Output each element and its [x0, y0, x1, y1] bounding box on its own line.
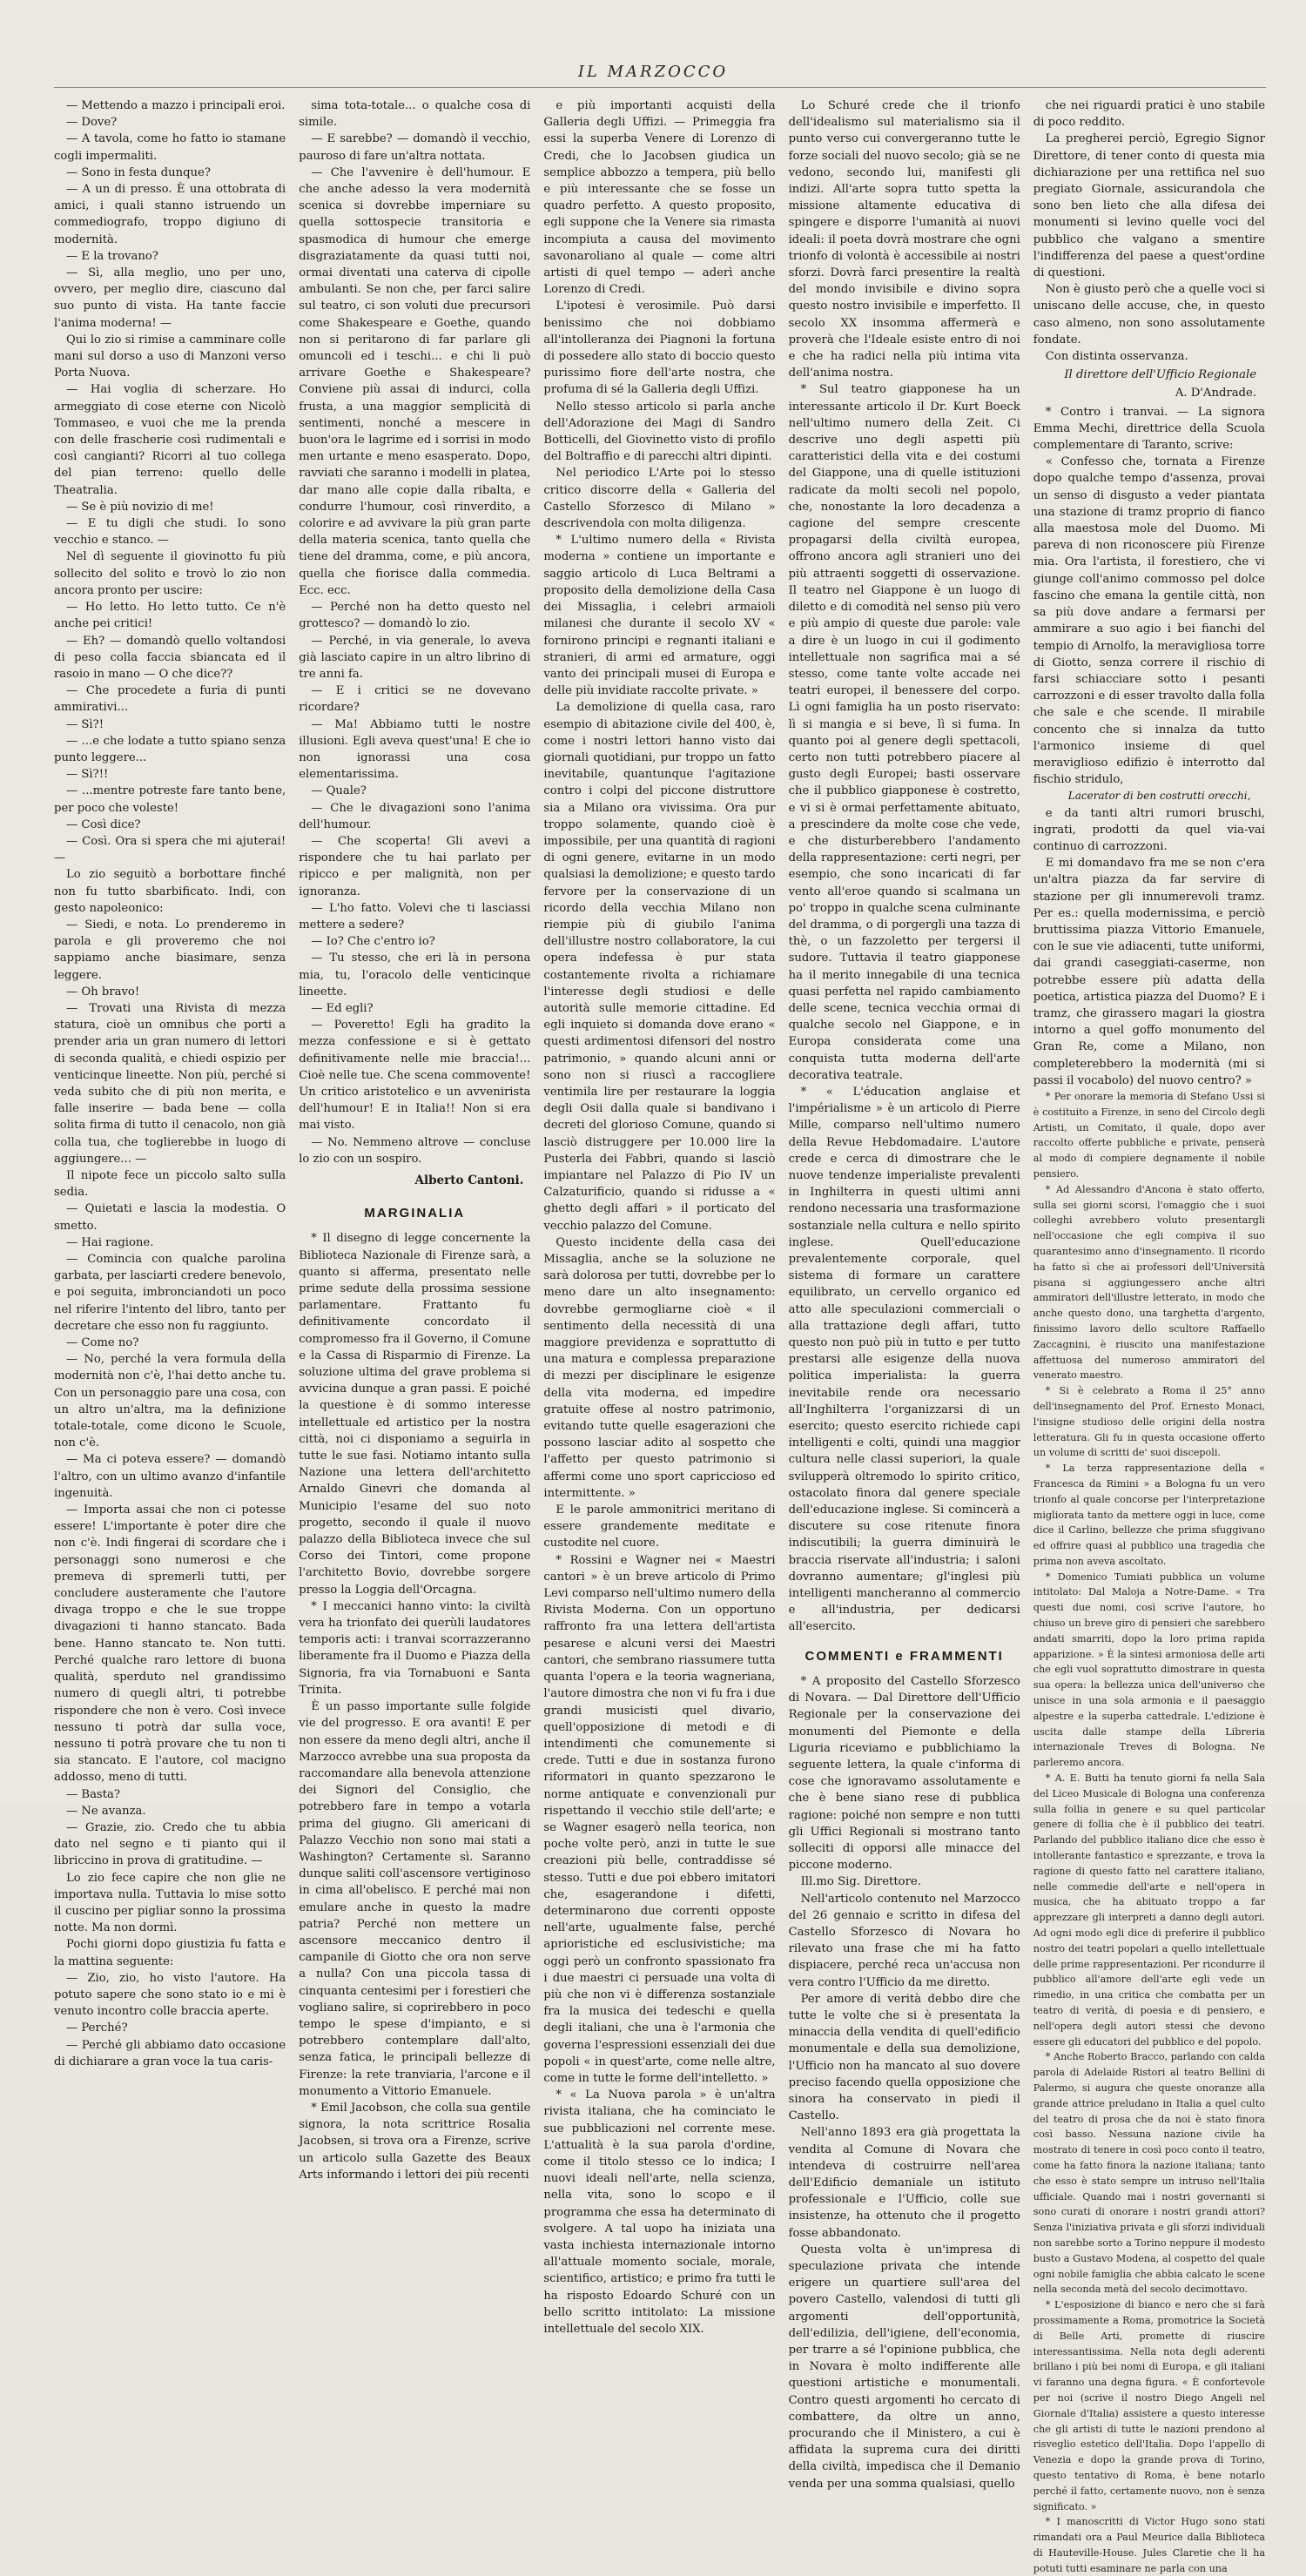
- column-2-text: [299, 98, 530, 1167]
- paragraph: — E sarebbe? — domandò il vecchio, pauroso di fare un'altra nottata.: [299, 132, 531, 163]
- paragraph: — Perché?: [66, 2021, 128, 2035]
- paragraph: — Dove?: [66, 116, 118, 130]
- marginalia-title: MARGINALIA: [364, 1206, 466, 1221]
- news-brief: * A. E. Butti ha tenuto giorni fa nella Sala del Liceo Musicale di Bologna una conferenza sulla follia in genere e su quel particolar genere di follia che è il pubblico dei teatri. Parlando del pubblico italiano dice che esso è intollerante fantastico e sprezzante, e trova la ragione di questo fatto nel carattere italiano, nelle commedie dell'arte e nell'opera in musica, che ha abituato troppo a far apprezzare gli interpreti a danno degli autori. Ad ogni modo egli dice di preferire il pubblico nostro dei teatri popolari a quello intellettuale delle prime rappresentazioni. Per ricondurre il pubblico all'amore dell'arte egli vede un rimedio, in una critica che combatta per un teatro di verità, di poesia e di pensiero, e nell'opera degli autori stessi che devono essere gli educatori del pubblico e del popolo.: [1033, 1772, 1265, 2048]
- paragraph: e da tanti altri rumori bruschi, ingrati, prodotti da quel via-vai continuo di carrozzoni.: [1033, 806, 1265, 853]
- paragraph: Nel periodico L'Arte poi lo stesso critico discorre della « Galleria del Castello Sforzesco di Milano » descrivendola con molta diligenza.: [543, 467, 776, 531]
- paragraph: — Hai voglia di scherzare. Ho armeggiato di cose eterne con Nicolò Tommaseo, e vuoi che me la prenda con delle frascherie così rudimentali e così cangianti? Ricorri al tuo collega del pian terreno: quello delle Theatralia.: [54, 383, 286, 497]
- column-1: [54, 98, 286, 2576]
- paragraph: * « L'éducation anglaise et l'impérialisme » è un articolo di Pierre Mille, comparso nell'ultimo numero della Revue Hebdomadaire. L'autore crede e cerca di dimostrare che le nuove tendenze imperialiste prevalenti in Inghilterra in questi ultimi anni rendono necessaria una trasformazione sostanziale nella cultura e nello spirito inglese. Quell'educazione prevalentemente corporale, quel sistema di formare un carattere equilibrato, un cervello organico ed atto alle speculazioni commerciali o alla trattazione degli affari, tutto questo non può più in tutto e per tutto prestarsi alle esigenze della nuova politica imperialista: la guerra inevitabile rende ora necessario all'Inghilterra l'organizzarsi di un esercito; questo esercito richiede capi intelligenti e colti, quindi una maggior cultura nelle classi superiori, la quale svilupperà oltremodo lo spirito critico, ostacolato finora dal genere speciale dell'educazione inglese. Si comincerà a discutere su cose ritenute finora indiscutibili; la guerra diminuirà le braccia riservate all'industria; i saloni dovranno aumentare; gl'inglesi più intelligenti mancheranno al commercio e all'industria, per dedicarsi all'esercito.: [788, 1085, 1020, 1634]
- header-rule: [54, 87, 1266, 88]
- paragraph: * L'ultimo numero della « Rivista moderna » contiene un importante e saggio articolo di Luca Beltrami a proposito della demolizione della Casa dei Missaglia, i celebri armaioli milanesi che durante il secolo XV « fornirono principi e regnanti italiani e stranieri, di armi ed armature, oggi vanto dei principali musei di Europa e delle più invidiate raccolte private. »: [543, 534, 776, 698]
- paragraph: — E la trovano?: [66, 249, 158, 263]
- paragraph: Lo zio fece capire che non glie ne importava nulla. Tuttavia lo mise sotto il cuscino per pigliar sonno la prossima notte. Ma non dormì.: [54, 1871, 286, 1935]
- paragraph: — Sì, alla meglio, uno per uno, ovvero, per meglio dire, ciascuno dal suo punto di vista. Ha tante faccie l'anima moderna! —: [54, 266, 286, 330]
- paragraph: — L'ho fatto. Volevi che ti lasciassi mettere a sedere?: [299, 901, 531, 932]
- paragraph: — Ne avanza.: [66, 1804, 146, 1818]
- paragraph: Lo Schuré crede che il trionfo dell'idealismo sul materialismo sia il punto verso cui convergeranno tutte le forze sociali del nuovo secolo; già se ne vedono, secondo lui, manifesti gli indizi. All'arte sopra tutto spetta la missione altamente educativa di spingere e disporre l'umanità ai nuovi ideali: il poeta dovrà mostrare che ogni trionfo di volontà è accessibile ai nostri sforzi. Dovrà farci presentire la realtà del mondo invisibile e divino sopra questo nostro invisibile e imperfetto. Il secolo XX insomma affermerà e proverà che l'Ideale esiste entro di noi e che ha radici nella più intima vita dell'anima nostra.: [788, 99, 1020, 380]
- letter-signature-name: A. D'Andrade.: [1175, 387, 1256, 400]
- paragraph: — Io? Che c'entro io?: [311, 935, 435, 949]
- paragraph: * Rossini e Wagner nei « Maestri cantori » è un breve articolo di Primo Levi comparso nell'ultimo numero della Rivista Moderna. Con un opportuno raffronto fra una lettera dell'artista pesarese e alcuni versi dei Maestri cantori, che sembrano riassumere tutta quanta l'opera e la teoria wagneriana, l'autore dimostra che non vi fu fra i due grandi musicisti quel divario, quell'opposizione di metodi e di intendimenti che comunemente si crede. Tutti e due in sostanza furono riformatori in quanto spezzarono le norme antiquate e convenzionali pur rispettando il vecchio stile dell'arte; e se Wagner esagerò nella teorica, non poche volte però, anzi in tutte le sue creazioni più belle, contraddisse sé stesso. Tutti e due poi ebbero imitatori che, esagerandone i difetti, determinarono due correnti opposte nell'arte, ugualmente false, perché aprioristiche ed esclusivistiche; ma oggi però un confronto spassionato fra i due maestri ci persuade una volta di più che non vi è differenza sostanziale fra la musica dei tedeschi e quella degli italiani, che una è l'armonia che governa l'espressioni essenziali dei due popoli « in quest'arte, come nelle altre, come in tutte le forme dell'intelletto. »: [543, 1553, 776, 2085]
- column-5-text: [1033, 98, 1265, 365]
- marginalia-notes: [299, 1230, 530, 2183]
- paragraph: Con distinta osservanza.: [1045, 350, 1188, 364]
- column-5-small-notes: [1033, 1089, 1265, 2576]
- column-5-text-2: [1033, 404, 1265, 789]
- paragraph: — Che procedete a furia di punti ammirativi...: [54, 684, 286, 715]
- news-brief: * Domenico Tumiati pubblica un volume intitolato: Dal Maloja a Notre-Dame. « Tra questi due nomi, così scrive l'autore, ho chiuso un breve giro di pensieri che sarebbero andati smarriti, dopo la loro prima rapida apparizione. » È la sintesi armoniosa delle arti che egli vuol soprattutto dimostrare in questa sua opera: la bellezza unica dell'universo che unisce in una sola armonia e il paesaggio alpestre e la superba cattedrale. L'edizione è uscita dalle stampe della Libreria internazionale Treves di Bologna. Ne parleremo ancora.: [1033, 1570, 1265, 1769]
- paragraph: La demolizione di quella casa, raro esempio di abitazione civile del 400, è, come i nostri lettori hanno visto dai giornali quotidiani, pur troppo un fatto inevitabile, quantunque l'agitazione contro i colpi del piccone distruttore sia a Milano ora vivissima. Ora pur troppo solamente, quando cioè è impossibile, per una quantità di ragioni di ogni genere, evitarne in un modo qualsiasi la demolizione; e questo tardo fervore per la conservazione di un ricordo della vecchia Milano non riempie più di giubilo l'anima dell'illustre nostro collaboratore, la cui opera indefessa è pur stata costantemente rivolta a richiamare l'interesse degli studiosi e delle autorità sulle memorie cittadine. Ed egli inquieto si domanda dove erano « questi ardimentosi difensori del nostro patrimonio, » quando alcuni anni or sono non si riuscì a raccogliere ventimila lire per restaurare la loggia degli Osii dalla quale si bandivano i decreti del glorioso Comune, quando si lasciò distruggere per 10.000 lire la Pusterla dei Fabbri, quando si lasciò impiantare nel Palazzo di Pio IV un Calzaturificio, quando si ridusse a « ghetto degli affari » il porticato del vecchio palazzo del Comune.: [543, 701, 776, 1233]
- paragraph: * Sul teatro giapponese ha un interessante articolo il Dr. Kurt Boeck nell'ultimo numero della Zeit. Ci descrive uno degli aspetti più caratteristici della vita e dei costumi del Giappone, una di quelle istituzioni radicate da molti secoli nel popolo, che, nonostante la loro decadenza a cagione del sempre crescente propagarsi della civiltà europea, offrono ancora agli stranieri uno dei più attraenti soggetti di osservazione. Il teatro nel Giappone è un luogo di diletto e di comodità nel senso più vero e più ampio di queste due parole: vale a dire è un luogo in cui il godimento intellettuale non sagrifica mai a sé stesso, come tante volte accade nei teatri europei, il benessere del corpo. Lì ogni famiglia ha un posto riservato: lì si mangia e si beve, lì si fuma. In quanto poi al genere degli spettacoli, certo non tutti potrebbero piacere al gusto degli Europei; basti osservare che il pubblico giapponese è costretto, e vi si è ormai perfettamente abituato, a prescindere da molte cose che vede, e che disturberebbero l'andamento della rappresentazione: certi negri, per esempio, che sono incaricati di far vento all'eroe quando si scalmana un po' troppo in qualche scena culminante del dramma, o di porgergli una tazza di thè, o un fazzoletto per tergersi il sudore. Tuttavia il teatro giapponese ha il merito innegabile di una tecnica quasi perfetta nel rapido cambiamento delle scene, tecnica vecchia ormai di qualche secolo nel Giappone, e in Europa considerata come una conquista tutta moderna dell'arte decorativa teatrale.: [788, 383, 1020, 1082]
- marginalia-note: * Il disegno di legge concernente la Biblioteca Nazionale di Firenze sarà, a quanto si afferma, presentato nelle prime sedute della prossima sessione parlamentare. Frattanto fu definitivamente concordato il compromesso fra il Governo, il Comune e la Cassa di Risparmio di Firenze. La soluzione ultima del grave problema si avvicina dunque a gran passi. E poiché la questione è di sommo interesse intellettuale ed artistico per la nostra città, noi ci disponiamo a seguirla in tutte le sue fasi. Notiamo intanto sulla Nazione una lettera dell'architetto Arnaldo Ginevri che domanda al Municipio l'esame del suo noto progetto, secondo il quale il nuovo palazzo della Biblioteca invece che sul Corso dei Tintori, come propone l'architetto Bovio, dovrebbe sorgere presso la Loggia dell'Orcagna.: [299, 1232, 531, 1597]
- paragraph: Nello stesso articolo si parla anche dell'Adorazione dei Magi di Sandro Botticelli, del Giovinetto visto di profilo del Boltraffio e di parecchi altri dipinti.: [543, 400, 776, 464]
- paragraph: — Zio, zio, ho visto l'autore. Ha potuto sapere che sono stato io e mi è venuto incontro colle braccia aperte.: [54, 1971, 286, 2019]
- verse-line: Lacerator di ben costrutti orecchi,: [1067, 790, 1251, 803]
- column-3: [543, 98, 776, 2576]
- paragraph: e più importanti acquisti della Galleria degli Uffizi. — Primeggia fra essi la superba Venere di Lorenzo di Credi, che lo Jacobsen giudica un semplice abbozzo a tempera, più bello e più interessante che se fosse un quadro perfetto. A questo proposito, egli suppone che la Venere sia rimasta incompiuta a causa del movimento savonaroliano al quale — come altri artisti di quel tempo — aderì anche Lorenzo di Credi.: [543, 99, 776, 297]
- paragraph: — Che le divagazioni sono l'anima dell'humour.: [299, 801, 531, 831]
- paragraph: — Che l'avvenire è dell'humour. E che anche adesso la vera modernità scenica si dovrebbe imperniare su quella sottospecie transitoria e spasmodica di humour che emerge disgraziatamente da quasi tutti noi, ormai diventati una caterva di cipolle ambulanti. Se non che, per farci salire sul teatro, ci son voluti due precursori come Shakespeare e Goethe, quando non si peritarono di far parlare gli omuncoli ed i teschi... e chi li può arrivare Goethe e Shakespeare? Conviene più assai di indurci, colla frusta, a una maggior semplicità di sentimenti, nonché a mescere in buon'ora le lagrime ed i sorrisi in modo men urtante e meno esasperato. Dopo, ravviati che saranno i modelli in platea, dar mano alle copie dalla ribalta, e condurre l'humour, così rinverdito, a colorire e ad avvivare la più gran parte della materia scenica, tanto quella che tiene del dramma, come, e più ancora, quella che fiorisce dalla commedia. Ecc. ecc.: [299, 165, 531, 597]
- column-1-text: [54, 98, 286, 2070]
- paragraph: — Tu stesso, che eri là in persona mia, tu, l'oracolo delle venticinque lineette.: [299, 952, 531, 999]
- marginalia-note: È un passo importante sulle folgide vie del progresso. E ora avanti! E per non essere da meno degli altri, anche il Marzocco avrebbe una sua proposta da raccomandare alla benevola attenzione dei Signori del Consiglio, che potrebbero fare in tempo a votarla prima del giugno. Gli americani di Palazzo Vecchio non sono mai stati a Washington? Certamente sì. Saranno dunque saliti coll'ascensore vertiginoso in cima all'obelisco. E perché mai non emulare anche in questo la madre patria? Perché non mettere un ascensore meccanico dentro il campanile di Giotto che ora non serve a nulla? Con una piccola tassa di cinquanta centesimi per i forestieri che vogliano salire, si coprirebbero in poco tempo le spese d'impianto, e si potrebbero contemplare dall'alto, senza fatica, le principali bellezze di Firenze: la rete tranviaria, l'arcone e il monumento a Vittorio Emanuele.: [299, 1700, 531, 2098]
- column-5-text-3: [1033, 805, 1265, 1089]
- paragraph: — Così dice?: [66, 817, 141, 831]
- paragraph: — Sì?!: [66, 717, 104, 731]
- paragraph: — Trovati una Rivista di mezza statura, cioè un omnibus che porti a prender aria un gran numero di lettori di seconda qualità, e chiedi ospizio per venticinque lineette. Non più, perché si veda subito che di più non merita, e falle inserire — bada bene — colla solita firma di tutto il cenacolo, non già colla tua, che toglierebbe in luogo di aggiungere... —: [54, 1001, 286, 1166]
- paragraph: — No, perché la vera formula della modernità non c'è, l'hai detto anche tu. Con un personaggio pare una cosa, con un altro un'altra, ma la definizione totale-totale, come dicono le Scuole, non c'è.: [54, 1353, 286, 1450]
- paragraph: Nel dì seguente il giovinotto fu più sollecito del solito e trovò lo zio non ancora pronto per uscire:: [54, 550, 286, 597]
- paragraph: — Perché gli abbiamo dato occasione di dichiarare a gran voce la tua caris-: [54, 2038, 286, 2068]
- column-4-text: [789, 98, 1020, 1636]
- paragraph: L'ipotesi è verosimile. Può darsi benissimo che noi dobbiamo all'intolleranza dei Piagnoni la fortuna di possedere allo stato di boccio questo purissimo fiore dell'arte nostra, che profuma di sé la Galleria degli Uffizi.: [543, 299, 776, 397]
- paragraph: * Contro i tranvai. — La signora Emma Mechi, direttrice della Scuola complementare di Taranto, scrive:: [1033, 405, 1265, 453]
- paragraph: — Se è più novizio di me!: [66, 500, 214, 514]
- paragraph: — A un di presso. È una ottobrata di amici, i quali stanno istruendo un commediografo, troppo digiuno di modernità.: [54, 183, 286, 246]
- commenti-note: Ill.mo Sig. Direttore.: [800, 1875, 921, 1889]
- paragraph: « Confesso che, tornata a Firenze dopo qualche tempo d'assenza, provai un senso di disgusto a veder piantata una stazione di tramz proprio di fianco alla maestosa mole del Duomo. Mi pareva di non riconoscere più Firenze mia. Ora l'artista, il forestiero, che vi giunge coll'animo commosso pel dolce fascino che emana la gentile città, non sa più dove andare a fermarsi per ammirare a suo agio i bei fianchi del tempio di Arnolfo, la meravigliosa torre di Giotto, senza correre il rischio di farsi schiacciare sotto i pesanti carrozzoni e di esser travolto dalla folla che sale e che scende. Il mirabile concento che si innalza da tutto l'armonico insieme di quel meraviglioso edifizio è interrotto dal fischio stridulo,: [1033, 455, 1265, 787]
- marginalia-note: * I meccanici hanno vinto: la civiltà vera ha trionfato dei querùli laudatores temporis acti: i tranvai scorrazzeranno liberamente fra il Duomo e Piazza della Signoria, fra via Tornabuoni e Santa Trinita.: [299, 1599, 531, 1697]
- paragraph: E le parole ammonitrici meritano di essere grandemente meditate e custodite nel cuore.: [543, 1503, 776, 1550]
- paragraph: — Importa assai che non ci potesse essere! L'importante è poter dire che non c'è. Indi fingerai di scordare che i personaggi sono numerosi e che premeva di spremerli tutti, per concludere austeramente che l'autore divaga troppo e che le sue troppe divagazioni ti hanno stancato. Bada bene. Hanno stancato te. Non tutti. Perché qualche raro lettore di buona qualità, sperduto nel grandissimo numero di quegli altri, ti potrebbe rispondere che non è vero. Così invece nessuno ti potrà dar sulla voce, nessuno ti potrà provare che tu non ti sia stancato. E l'autore, col macigno addosso, meno di tutti.: [54, 1503, 286, 1785]
- news-brief: * I manoscritti di Victor Hugo sono stati rimandati ora a Paul Meurice dalla Biblioteca di Hauteville-House. Jules Claretie che li ha potuti tutti esaminare ne parla con una: [1033, 2516, 1265, 2574]
- commenti-title: COMMENTI e FRAMMENTI: [804, 1648, 1004, 1664]
- news-brief: * Per onorare la memoria di Stefano Ussi si è costituito a Firenze, in seno del Circolo degli Artisti, un Comitato, il quale, dopo aver raccolto offerte pubbliche e private, penserà al modo di compiere degnamente il nobile pensiero.: [1033, 1090, 1265, 1180]
- paragraph: che nei riguardi pratici è uno stabile di poco reddito.: [1033, 99, 1265, 130]
- commenti-note: Nell'articolo contenuto nel Marzocco del 26 gennaio e scritto in difesa del Castello Sforzesco di Novara ho rilevato una frase che mi ha fatto dispiacere, perché reca un'accusa non vera contro l'Ufficio da me diretto.: [788, 1892, 1020, 1989]
- paragraph: — E i critici se ne dovevano ricordare?: [299, 684, 531, 715]
- news-brief: * Ad Alessandro d'Ancona è stato offerto, sulla sei giorni scorsi, l'omaggio che i suoi colleghi avrebbero voluto presentargli nell'occasione che egli compiva il suo quarantesimo anno d'insegnamento. Il ricordo ha fatto sì che ai professori dell'Università pisana si aggiungessero anche altri ammiratori dell'illustre letterato, in modo che anche questo dono, una targhetta d'argento, finissimo lavoro dello scultore Raffaello Zaccagnini, è riuscito una manifestazione affettuosa del numeroso ammiratori del venerato maestro.: [1033, 1183, 1265, 1382]
- commenti-notes: [789, 1673, 1020, 2492]
- paragraph: — Comincia con qualche parolina garbata, per lasciarti credere benevolo, e poi seguita, imbronciandoti un poco nel riferire l'intento del libro, tanto per decretare che esso non fu raggiunto.: [54, 1253, 286, 1333]
- letter-signature-title: Il direttore dell'Ufficio Regionale: [1064, 368, 1256, 382]
- column-5: [1033, 98, 1266, 2576]
- paragraph: Questo incidente della casa dei Missaglia, anche se la soluzione ne sarà dolorosa per tutti, dovrebbe per lo meno dare un alto insegnamento: dovrebbe germogliarne cioè « il sentimento della necessità di una maggiore previdenza e soprattutto di una matura e complessa preparazione di mezzi per disciplinare le esigenze della vita moderna, ed impedire gratuite offese al nostro patrimonio, evitando tutte quelle esagerazioni che possono lasciar adito al sospetto che l'affetto per questo patrimonio si affermi come uno sport capriccioso ed intermittente. »: [543, 1235, 776, 1500]
- paragraph: * « La Nuova parola » è un'altra rivista italiana, che ha cominciato le sue pubblicazioni nel corrente mese. L'attualità è la sua parola d'ordine, come il titolo stesso ce lo indica; I nuovi ideali nell'arte, nella scienza, nella vita, sono lo scopo e il programma che essa ha determinato di svolgere. A tal uopo ha iniziata una vasta inchiesta internazionale intorno all'attuale momento sociale, morale, scientifico, artistico; e primo fra tutti le ha risposto Edoardo Schuré con un bello scritto intitolato: La missione intellettuale del secolo XIX.: [543, 2088, 776, 2337]
- paragraph: Qui lo zio si rimise a camminare colle mani sul dorso a uso di Manzoni verso Porta Nuova.: [54, 333, 286, 380]
- paragraph: — Grazie, zio. Credo che tu abbia dato nel segno e ti pianto qui il libriccino in prova di gratitudine. —: [54, 1820, 286, 1868]
- paragraph: sima tota-totale... o qualche cosa di simile.: [299, 99, 531, 130]
- commenti-note: Questa volta è un'impresa di speculazione privata che intende erigere un quartiere sull'area del povero Castello, valendosi di tutti gli argomenti dell'opportunità, dell'edilizia, dell'igiene, dell'economia, per trarre a sé l'opinione pubblica, che in Novara è molto indifferente alle questioni artistiche e monumentali. Contro questi argomenti ho cercato di combattere, da oltre un anno, procurando che il Ministero, a cui è affidata la suprema cura dei diritti della civiltà, impedisca che il Demanio venda per una somma qualsiasi, quello: [788, 2243, 1020, 2491]
- paragraph: Lo zio seguitò a borbottare finché non fu tutto sbarbificato. Indi, con gesto napoleonico:: [54, 868, 286, 915]
- news-brief: * L'esposizione di bianco e nero che si farà prossimamente a Roma, promotrice la Società di Belle Arti, promette di riuscire interessantissima. Nella nota degli aderenti brillano i più bei nomi di Europa, e gli italiani vi faranno una degna figura. « È confortevole per noi (scrive il nostro Diego Angeli nel Giornale d'Italia) assistere a questo interesse che gli artisti di tutte le nazioni prendono al risveglio estetico dell'Italia. Dopo l'appello di Venezia e dopo la grande prova di Torino, questo tentativo di Roma, è bene notarlo perché il fatto, certamente nuovo, non è senza significato. »: [1033, 2299, 1265, 2512]
- paragraph: — A tavola, come ho fatto io stamane cogli impermaliti.: [54, 132, 286, 163]
- paragraph: — Quietati e lascia la modestia. O smetto.: [54, 1202, 286, 1233]
- column-3-text: [543, 98, 775, 2337]
- column-2: [299, 98, 531, 2576]
- paragraph: — Poveretto! Egli ha gradito la mezza confessione e si è gettato definitivamente nelle mie braccia!... Cioè nelle tue. Che scena commovente! Un critico aristotelico e un avvenirista dell'humour! E in Italia!! Non si era mai visto.: [299, 1019, 531, 1133]
- paragraph: — Sono in festa dunque?: [66, 165, 211, 179]
- paragraph: — ...mentre potreste fare tanto bene, per poco che voleste!: [54, 784, 286, 815]
- paragraph: Il nipote fece un piccolo salto sulla sedia.: [54, 1169, 286, 1200]
- paragraph: — Eh? — domandò quello voltandosi di peso colla faccia sbiancata ed il rasoio in mano — O che dice??: [54, 634, 286, 681]
- paragraph: — ...e che lodate a tutto spiano senza punto leggere...: [54, 734, 286, 764]
- paragraph: — Così. Ora si spera che mi ajuterai! —: [54, 834, 286, 865]
- paragraph: — Che scoperta! Gli avevi a rispondere che tu hai parlato per ripicco e per malignità, non per ignoranza.: [299, 834, 531, 898]
- paragraph: — Basta?: [66, 1787, 120, 1801]
- paragraph: — Ma! Abbiamo tutti le nostre illusioni. Egli aveva quest'una! E che io non ignorassi una cosa elementarissima.: [299, 717, 531, 782]
- paragraph: — Sì?!!: [66, 768, 109, 782]
- commenti-note: * A proposito del Castello Sforzesco di Novara. — Dal Direttore dell'Ufficio Regionale per la conservazione dei monumenti del Piemonte e della Liguria riceviamo e pubblichiamo la seguente lettera, la quale c'informa di cose che ignoravamo assolutamente e che è bene siano rese di pubblica ragione: poiché non sempre e non tutti gli Uffici Regionali si mostrano tanto solleciti di opporsi alle minacce del piccone moderno.: [788, 1674, 1020, 1873]
- paragraph: — Ed egli?: [311, 1001, 374, 1015]
- paragraph: — E tu digli che studi. Io sono vecchio e stanco. —: [54, 517, 286, 548]
- paragraph: — No. Nemmeno altrove — concluse lo zio con un sospiro.: [299, 1135, 531, 1166]
- paragraph: Non è giusto però che a quelle voci si uniscano delle accuse, che, in questo caso almeno, non sono assolutamente fondate.: [1033, 283, 1265, 346]
- paragraph: — Perché non ha detto questo nel grottesco? — domandò lo zio.: [299, 601, 531, 631]
- paragraph: — Mettendo a mazzo i principali eroi.: [66, 99, 286, 112]
- marginalia-note: * Emil Jacobson, che colla sua gentile signora, la nota scrittrice Rosalia Jacobsen, si trova ora a Firenze, scrive un articolo sulla Gazette des Beaux Arts informando i lettori dei più recenti: [299, 2101, 531, 2182]
- page-header: IL MARZOCCO: [577, 63, 729, 81]
- paragraph: — Ho letto. Ho letto tutto. Ce n'è anche pei critici!: [54, 601, 286, 631]
- paragraph: — Siedi, e nota. Lo prenderemo in parola e gli proveremo che noi sappiamo anche biasimare, senza leggere.: [54, 918, 286, 982]
- news-brief: * La terza rappresentazione della « Francesca da Rimini » a Bologna fu un vero trionfo al quale concorse per l'interpretazione migliorata tanto da mettere oggi in luce, come dice il Carlino, bellezze che prima sfuggivano ed offrire quasi al pubblico una tragedia che prima non aveva ascoltato.: [1033, 1463, 1265, 1567]
- column-4: [789, 98, 1021, 2576]
- paragraph: — Ma ci poteva essere? — domandò l'altro, con un ultimo avanzo d'infantile ingenuità.: [54, 1453, 286, 1500]
- news-brief: * Anche Roberto Bracco, parlando con calda parola di Adelaide Ristori al teatro Bellini di Palermo, si augura che queste onoranze alla grande attrice preludano in Italia a quel culto del teatro di prosa che da noi è stato finora così basso. Nessuna nazione civile ha mostrato di tenere in così poco conto il teatro, come ha fatto finora la nazione italiana; tanto che esso è stato sempre un intruso nell'Italia ufficiale. Quando mai i nostri governanti si sono curati di onorare i nostri grandi attori? Senza l'iniziativa privata e gli sforzi individuali non sarebbe sorto a Torino neppure il modesto busto a Gustavo Modena, al cospetto del quale ogni nobile famiglia che abbia calcato le scene nella seconda metà del secolo decimottavo.: [1033, 2051, 1265, 2296]
- paragraph: La pregherei perciò, Egregio Signor Direttore, di tener conto di questa mia dichiarazione per una rettifica nel suo pregiato Giornale, assicurandola che sono ben lieto che alla difesa dei monumenti si levino quelle voci del pubblico che valgano a smentire l'indifferenza del paese a quest'ordine di questioni.: [1033, 132, 1265, 280]
- paragraph: — Oh bravo!: [66, 985, 140, 999]
- paragraph: — Hai ragione.: [66, 1235, 154, 1249]
- paragraph: Pochi giorni dopo giustizia fu fatta e la mattina seguente:: [54, 1938, 286, 1968]
- paragraph: — Come no?: [66, 1336, 139, 1350]
- commenti-note: Nell'anno 1893 era già progettata la vendita al Comune di Novara che intendeva di costruirre nell'area dell'Edificio demaniale un istituto professionale e l'Ufficio, colle sue insistenze, ha ottenuto che il progetto fosse abbandonato.: [788, 2126, 1020, 2240]
- article-signature: Alberto Cantoni.: [414, 1174, 524, 1187]
- news-brief: * Si è celebrato a Roma il 25° anno dell'insegnamento del Prof. Ernesto Monaci, l'insigne studioso delle origini della nostra letteratura. Gli fu in questa occasione offerto un volume di scritti de' suoi discepoli.: [1033, 1385, 1265, 1459]
- paragraph: E mi domandavo fra me se non c'era un'altra piazza da far servire di stazione per gli innumerevoli tramz. Per es.: quella modernissima, e perciò bruttissima piazza Vittorio Emanuele, con le sue vie adiacenti, tutte uniformi, dai grandi caseggiati-caserme, non potrebbe essere più adatta della poetica, artistica piazza del Duomo? E i tramz, che girassero magari la giostra intorno a quel goffo monumento del Gran Re, come a Milano, non completerebbero la modernità (mi si passi il vocabolo) del nuovo centro? »: [1033, 857, 1265, 1087]
- paragraph: — Quale?: [311, 784, 367, 798]
- commenti-note: Per amore di verità debbo dire che tutte le volte che si è presentata la minaccia della vendita di quell'edificio monumentale e della sua demolizione, l'Ufficio non ha mancato al suo dovere preciso facendo quella opposizione che sinora ha conservato in piedi il Castello.: [788, 1992, 1020, 2123]
- paragraph: — Perché, in via generale, lo aveva già lasciato capire in un altro librino di tre anni fa.: [299, 634, 531, 681]
- columns: [54, 98, 1266, 2574]
